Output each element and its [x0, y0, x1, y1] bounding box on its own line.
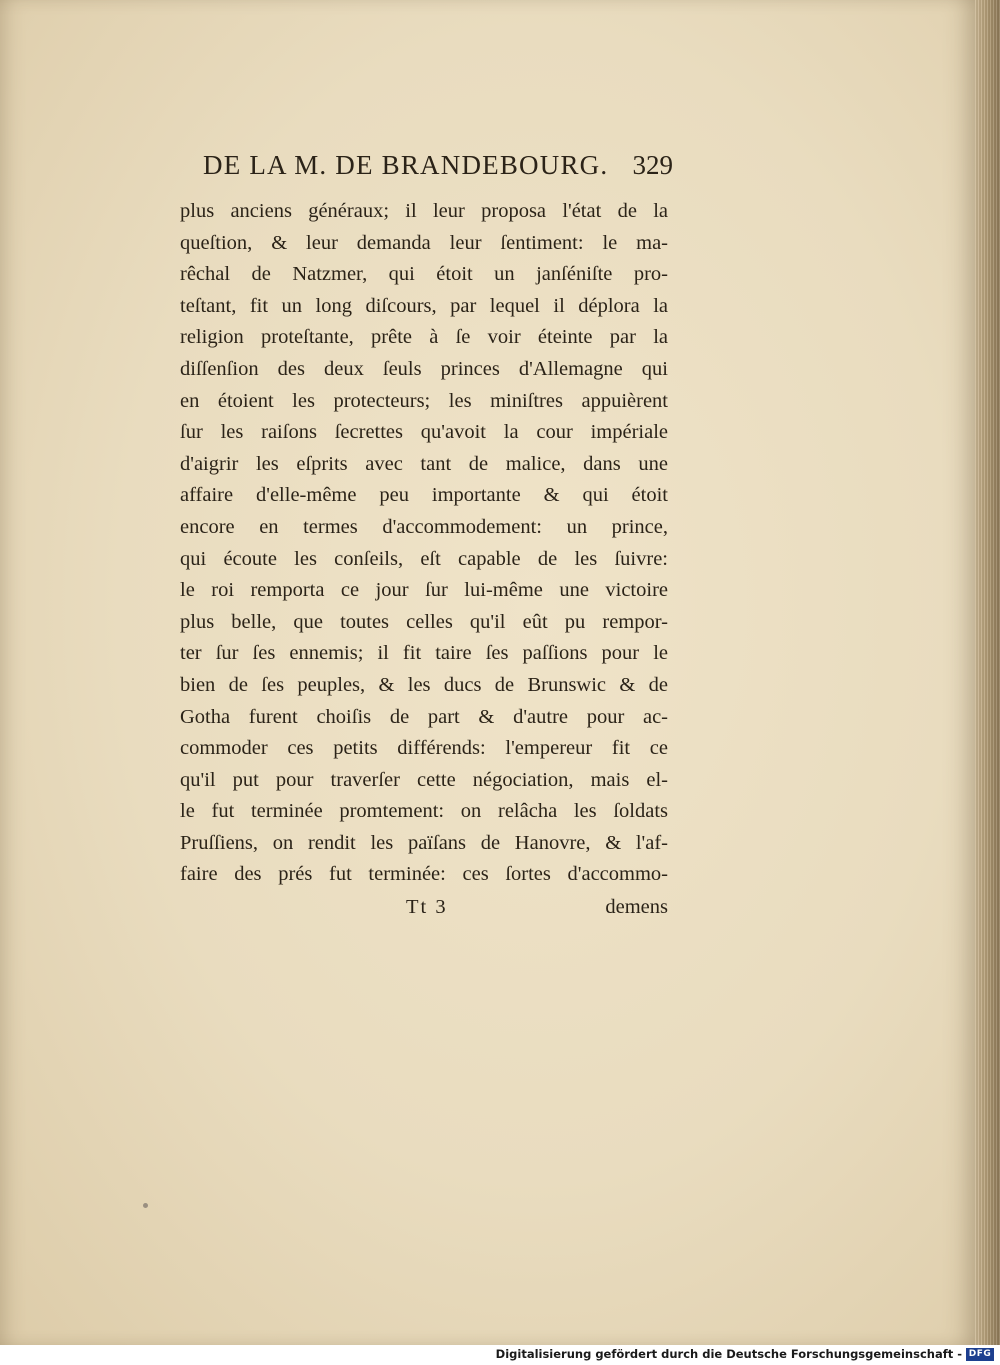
body-text	[180, 196, 668, 891]
text-line: commoder ces petits différends: l'empereur fit ce	[180, 737, 668, 760]
text-line: rêchal de Natzmer, qui étoit un janſéniſte pro-	[180, 263, 668, 286]
text-line: le roi remporta ce jour ſur lui-même une victoire	[180, 579, 668, 602]
signature-mark: Tt 3	[406, 896, 448, 918]
text-line: affaire d'elle-même peu importante & qui étoit	[180, 484, 668, 507]
text-line: qui écoute les conſeils, eſt capable de les ſuivre:	[180, 547, 668, 570]
running-head-title: DE LA M. DE BRANDEBOURG.	[203, 150, 609, 180]
text-line: Pruſſiens, on rendit les païſans de Hanovre, & l'af-	[180, 831, 668, 854]
text-line: le fut terminée promtement: on relâcha les ſoldats	[180, 800, 668, 823]
text-line: Gotha furent choiſis de part & d'autre pour ac-	[180, 705, 668, 728]
page-edge	[975, 0, 1000, 1345]
text-line: faire des prés fut terminée: ces ſortes d'accommo-	[180, 863, 668, 886]
text-line: plus anciens généraux; il leur proposa l'état de la	[180, 200, 668, 222]
page-number: 329	[632, 150, 673, 180]
text-line: d'aigrir les eſprits avec tant de malice, dans une	[180, 452, 668, 475]
digitization-credit: Digitalisierung gefördert durch die Deutsche Forschungsgemeinschaft -	[495, 1347, 962, 1361]
text-line: religion proteſtante, prête à ſe voir éteinte par la	[180, 326, 668, 349]
running-head	[203, 150, 673, 181]
text-line: ter ſur ſes ennemis; il fit taire ſes paſſions pour le	[180, 642, 668, 665]
text-line: encore en termes d'accommodement: un prince,	[180, 515, 668, 538]
text-line: queſtion, & leur demanda leur ſentiment: le ma-	[180, 231, 668, 254]
page-footer	[180, 896, 668, 928]
dfg-logo-icon: DFG	[966, 1348, 994, 1361]
text-line: en étoient les protecteurs; les miniſtres appuièrent	[180, 389, 668, 412]
text-line: bien de ſes peuples, & les ducs de Brunswic & de	[180, 673, 668, 696]
catchword: demens	[605, 896, 668, 918]
text-line: teſtant, fit un long diſcours, par lequel il déplora la	[180, 294, 668, 317]
text-line: ſur les raiſons ſecrettes qu'avoit la cour impériale	[180, 421, 668, 444]
text-line: qu'il put pour traverſer cette négociation, mais el-	[180, 768, 668, 791]
text-line: diſſenſion des deux ſeuls princes d'Allemagne qui	[180, 357, 668, 380]
credit-bar	[0, 1345, 1000, 1365]
text-line: plus belle, que toutes celles qu'il eût pu rempor-	[180, 610, 668, 633]
paper-speck	[143, 1203, 148, 1208]
